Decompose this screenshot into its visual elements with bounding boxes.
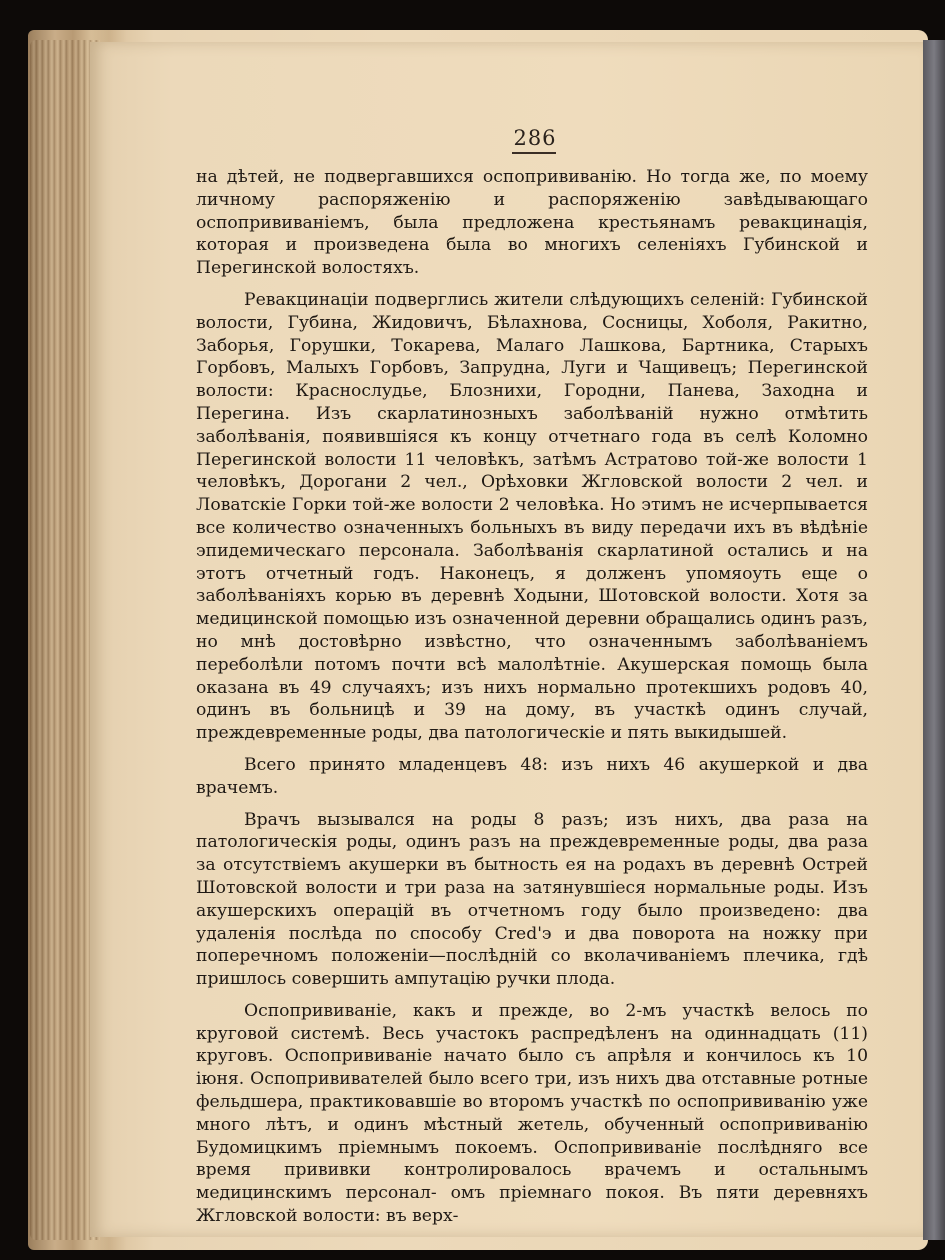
text-line: Изъ скарлатинозныхъ заболѣваній нужно отмѣтить заболѣванія, появившіяся къ концу отчетнаго года въ селѣ Коломно Перегинской волости [196, 403, 868, 470]
text-line: Малыхъ Горбовъ, Запрудна, Луги и Чащивецъ; Перегинской волости: Краснослудье, Блознихи, Городни, Панева, Заходна и Перегина. [196, 358, 868, 424]
paragraph [196, 1000, 868, 1228]
text-line: Наконецъ, я долженъ упомяоуть еще о заболѣваніяхъ корью въ деревнѣ [196, 563, 868, 607]
text-line: на дѣтей, не подвергавшихся оспопрививанію. Но тогда же, по моему [196, 167, 868, 187]
text-line: волости 2 человѣка. Но этимъ не исчерпывается все количество означенныхъ больныхъ въ виду передачи ихъ въ вѣдѣніе эпидемическаго [196, 495, 868, 561]
text-line: Акушерская помощь была оказана въ 49 случаяхъ; изъ нихъ нормально [196, 654, 868, 698]
paragraph [196, 809, 868, 991]
text-line: акушерскихъ операцій въ отчетномъ году было произведено: два удаленія послѣда по способу Cred'э и два поворота на ножку при поперечномъ положеніи—послѣдній со вколачиваніемъ плечика, гдѣ пришлось [196, 900, 868, 990]
text-line: Заборья, Горушки, Токарева, Малаго Лашкова, Бартника, Старыхъ Горбовъ, [196, 335, 868, 379]
text-line: 2 чел., Орѣховки Жгловской волости 2 чел. и Ловатскіе Горки той-же [196, 472, 868, 516]
text-line: Ревакцинаціи подверглись жители слѣдующихъ селеній: Губинской [244, 289, 868, 310]
text-line: персонала. Заболѣванія скарлатиной остались и на этотъ отчетный годъ. [196, 540, 868, 584]
page-body-text [196, 166, 868, 1237]
text-line: врачемъ. [196, 777, 279, 798]
text-line: Оспопрививаніе начато было съ апрѣля и кончилось къ 10 іюня. Оспопрививателей было всего три, изъ нихъ два отставные ротные фельдшера, практиковавшіе во второмъ участкѣ по оспопрививанію уже много [196, 1046, 869, 1135]
paragraph [196, 289, 868, 745]
book-cover-edge [923, 40, 945, 1240]
text-line: личному распоряженію и распоряженію завѣдывающаго оспопрививаніемъ, [196, 189, 868, 233]
paragraph [196, 754, 868, 800]
text-line: волости, Губина, Жидовичъ, Бѣлахнова, Сосницы, Хоболя, Ракитно, [196, 312, 868, 333]
paragraph [196, 166, 868, 280]
text-line: была во многихъ селеніяхъ Губинской и Перегинской волостяхъ. [196, 235, 868, 279]
text-line: 11 человѣкъ, затѣмъ Астратово той-же волости 1 человѣкъ, Дорогани [196, 449, 868, 493]
text-line: что означеннымъ заболѣваніемъ переболѣли потомъ почти всѣ малолѣтніе. [196, 631, 868, 675]
page-number-underline [512, 152, 556, 154]
page-number: 286 [513, 126, 557, 150]
text-line: протекшихъ родовъ 40, одинъ въ больницѣ и 39 на дому, въ участкѣ [196, 677, 868, 721]
text-line: Врачъ вызывался на роды 8 разъ; изъ нихъ, два раза на патологическія роды, одинъ разъ на преждевременные роды, два раза за отсутствіемъ акушерки въ бытность ея на родахъ въ деревнѣ Острей [196, 809, 868, 876]
text-line: лѣтъ, и одинъ мѣстный жетель, обученный оспопрививанію Будомицкимъ пріемнымъ покоемъ. Оспопрививаніе послѣдняго все время прививки контролировалось врачемъ и остальнымъ медицинскимъ персонал- [196, 1114, 868, 1204]
text-line: Шотовской волости и три раза на затянувшіеся нормальные роды. Изъ [196, 877, 868, 898]
text-line: совершить ампутацію ручки плода. [291, 969, 616, 990]
text-line: омъ пріемнаго покоя. Въ пяти деревняхъ Жгловской волости: въ верх- [196, 1183, 868, 1227]
text-line: выкидышей. [674, 723, 788, 744]
text-line: Оспопрививаніе, какъ и прежде, во 2-мъ участкѣ велось по круговой системѣ. Весь участокъ распредѣленъ на одиннадцать (11) круговъ. [196, 1000, 868, 1067]
text-line: Ходыни, Шотовской волости. Хотя за медицинской помощью изъ означенной деревни обращались одинъ разъ, но мнѣ достовѣрно извѣстно, [196, 586, 869, 652]
text-line: одинъ случай, преждевременные роды, два патологическіе и пять [196, 700, 868, 744]
text-line: Всего принято младенцевъ 48: изъ нихъ 46 акушеркой и два [244, 754, 868, 775]
text-line: была предложена крестьянамъ ревакцинація, которая и произведена [196, 212, 868, 256]
